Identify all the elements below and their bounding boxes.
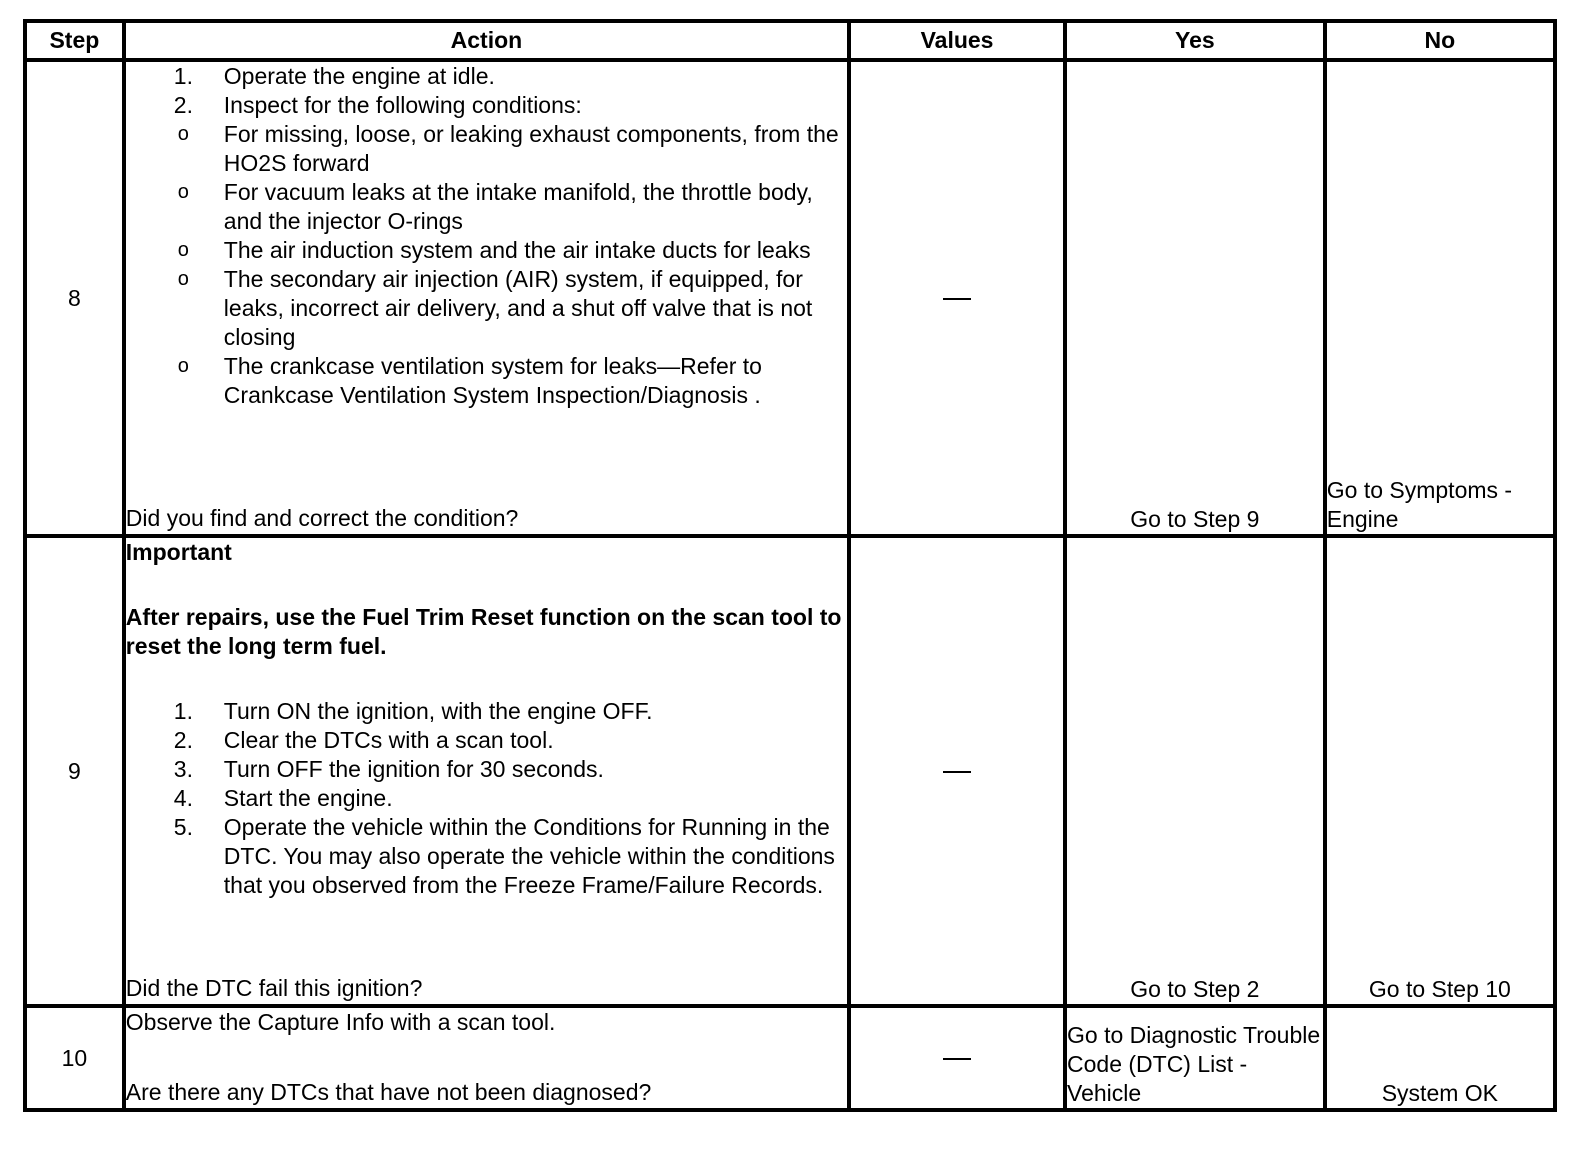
- values-cell: [849, 60, 1065, 536]
- yes-link: Go to Step 9: [1130, 506, 1260, 532]
- action-question: Did you find and correct the condition?: [125, 505, 519, 531]
- no-cell: [1325, 1006, 1555, 1110]
- action-cell: [124, 1006, 849, 1110]
- action-question: Are there any DTCs that have not been diagnosed?: [125, 1079, 652, 1105]
- action-cell: [124, 60, 849, 536]
- header-no: No: [1325, 21, 1555, 60]
- list-item: o The air induction system and the air intake ducts for leaks: [177, 237, 811, 263]
- yes-cell: [1065, 536, 1325, 1006]
- no-link: System OK: [1381, 1080, 1499, 1106]
- values-cell: [849, 1006, 1065, 1110]
- yes-cell: [1065, 60, 1325, 536]
- em-dash: [943, 771, 971, 773]
- list-item: 4. Start the engine.: [173, 785, 393, 811]
- list-item: 2. Inspect for the following conditions:: [173, 92, 582, 118]
- diagnostic-table: [23, 19, 1557, 1112]
- em-dash: [943, 298, 971, 300]
- bullet-icon: o: [177, 239, 189, 261]
- step-number: 9: [25, 536, 124, 1006]
- bullet-icon: o: [177, 123, 189, 145]
- list-item: 1. Operate the engine at idle.: [173, 63, 495, 89]
- list-item: 2. Clear the DTCs with a scan tool.: [173, 727, 554, 753]
- action-question: Did the DTC fail this ignition?: [125, 975, 423, 1001]
- list-item: 5. Operate the vehicle within the Conditions for Running in the DTC. You may also operate the vehicle within the conditions that you observed from the Freeze Frame/Failure Records.: [173, 814, 835, 898]
- no-link: Go to Symptoms - Engine: [1326, 477, 1513, 532]
- bullet-icon: o: [177, 355, 189, 377]
- step-number: 8: [25, 60, 124, 536]
- header-yes: Yes: [1065, 21, 1325, 60]
- table-row-step-9: [25, 536, 1555, 1006]
- yes-link: Go to Step 2: [1130, 976, 1260, 1002]
- action-steps: [126, 697, 847, 900]
- header-row: [25, 21, 1555, 60]
- bullet-icon: o: [177, 268, 189, 290]
- inspection-conditions: [126, 120, 847, 410]
- em-dash: [943, 1058, 971, 1060]
- action-cell: [124, 536, 849, 1006]
- header-step: Step: [25, 21, 124, 60]
- header-action: Action: [124, 21, 849, 60]
- action-text: Observe the Capture Info with a scan tool.: [125, 1009, 556, 1035]
- yes-link: Go to Diagnostic Trouble Code (DTC) List - Vehicle: [1067, 1022, 1321, 1106]
- list-item: o The crankcase ventilation system for leaks—Refer to Crankcase Ventilation System Inspection/Diagnosis .: [177, 353, 762, 408]
- values-cell: [849, 536, 1065, 1006]
- list-item: 3. Turn OFF the ignition for 30 seconds.: [173, 756, 604, 782]
- table-row-step-10: [25, 1006, 1555, 1110]
- list-item: 1. Turn ON the ignition, with the engine OFF.: [173, 698, 653, 724]
- list-item: o For missing, loose, or leaking exhaust components, from the HO2S forward: [177, 121, 839, 176]
- header-values: Values: [849, 21, 1065, 60]
- no-link: Go to Step 10: [1368, 976, 1511, 1002]
- no-cell: [1325, 536, 1555, 1006]
- step-number: 10: [25, 1006, 124, 1110]
- no-cell: [1325, 60, 1555, 536]
- yes-cell: [1065, 1006, 1325, 1110]
- list-item: o The secondary air injection (AIR) system, if equipped, for leaks, incorrect air delivery, and a shut off valve that is not closing: [177, 266, 813, 350]
- important-note: After repairs, use the Fuel Trim Reset function on the scan tool to reset the long term fuel.: [125, 604, 842, 659]
- action-steps: [126, 62, 847, 120]
- important-heading: Important: [125, 539, 232, 565]
- bullet-icon: o: [177, 181, 189, 203]
- table-row-step-8: [25, 60, 1555, 536]
- list-item: o For vacuum leaks at the intake manifold, the throttle body, and the injector O-rings: [177, 179, 813, 234]
